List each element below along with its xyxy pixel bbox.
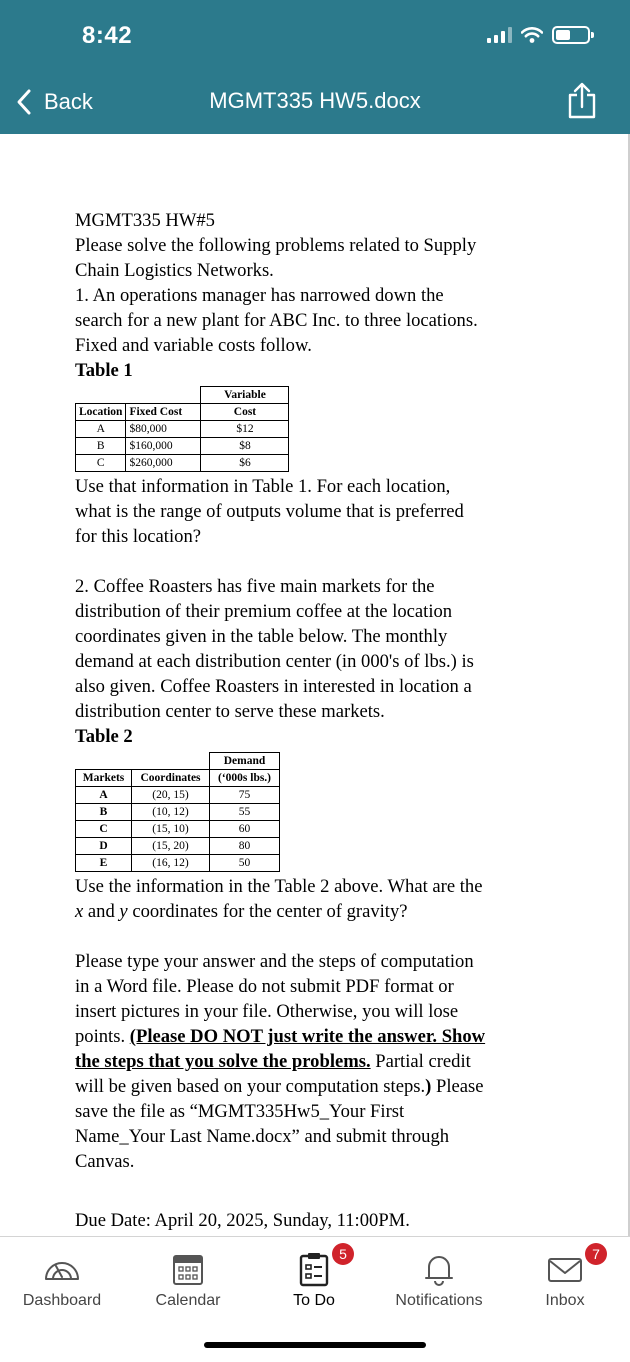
calendar-icon xyxy=(172,1252,204,1286)
instructions-line: insert pictures in your file. Otherwise, you will lose xyxy=(75,1001,459,1022)
tab-todo[interactable] xyxy=(254,1247,374,1310)
table-row xyxy=(76,438,289,455)
q2-followup-line xyxy=(75,899,570,924)
table-2 xyxy=(75,752,280,872)
todo-badge: 5 xyxy=(332,1243,354,1265)
doc-intro-line: Chain Logistics Networks. xyxy=(75,260,274,281)
emphasis-text: (Please DO NOT just write the answer. Show xyxy=(129,1026,486,1047)
table1-cell: B xyxy=(76,438,126,455)
todo-icon xyxy=(299,1251,329,1287)
emphasis-text: the steps that you solve the problems. xyxy=(75,1051,371,1072)
table1-cell: $260,000 xyxy=(126,455,201,472)
y-variable: y xyxy=(119,901,128,922)
text-span: coordinates for the center of gravity? xyxy=(127,901,408,922)
text-span: and xyxy=(83,901,120,922)
text-span: will be given based on your computation steps. xyxy=(75,1076,426,1097)
table-row xyxy=(76,787,280,804)
inbox-badge: 7 xyxy=(585,1243,607,1265)
q2-line: demand at each distribution center (in 000's of lbs.) is xyxy=(75,651,474,672)
table2-cell: B xyxy=(76,804,132,821)
table1-header-cost: Cost xyxy=(201,404,289,421)
table2-cell: E xyxy=(76,855,132,872)
table1-cell: $80,000 xyxy=(126,421,201,438)
instructions-line: in a Word file. Please do not submit PDF format or xyxy=(75,976,454,997)
document-viewer[interactable] xyxy=(0,134,630,1236)
q2-line: 2. Coffee Roasters has five main markets for the xyxy=(75,576,435,597)
table2-cell: C xyxy=(76,821,132,838)
tab-dashboard[interactable] xyxy=(2,1247,122,1310)
q2-line: coordinates given in the table below. The monthly xyxy=(75,626,448,647)
q1-followup-line: for this location? xyxy=(75,526,201,547)
tab-label: To Do xyxy=(293,1292,335,1309)
q2-line: distribution center to serve these markets. xyxy=(75,701,385,722)
q2-line: also given. Coffee Roasters in interested in location a xyxy=(75,676,472,697)
table2-cell: 60 xyxy=(210,821,280,838)
dashboard-icon xyxy=(42,1253,82,1285)
due-date: Due Date: April 20, 2025, Sunday, 11:00PM. xyxy=(75,1210,410,1231)
share-icon xyxy=(566,82,598,120)
table1-cell: A xyxy=(76,421,126,438)
instructions-line: save the file as “MGMT335Hw5_Your First xyxy=(75,1101,405,1122)
table2-cell: A xyxy=(76,787,132,804)
table2-caption: Table 2 xyxy=(75,726,133,747)
instructions-line xyxy=(75,1024,570,1049)
instructions-line xyxy=(75,1049,570,1074)
table1-header-location: Location xyxy=(76,404,126,421)
table2-cell: D xyxy=(76,838,132,855)
doc-heading: MGMT335 HW#5 xyxy=(75,210,215,231)
table1-cell: $6 xyxy=(201,455,289,472)
table2-cell: (10, 12) xyxy=(132,804,210,821)
tab-label: Dashboard xyxy=(22,1292,102,1309)
q1-followup-line: Use that information in Table 1. For each location, xyxy=(75,476,451,497)
x-variable: x xyxy=(75,901,84,922)
table1-cell: $12 xyxy=(201,421,289,438)
q2-followup-line: Use the information in the Table 2 above. What are the xyxy=(75,876,483,897)
table-row xyxy=(76,855,280,872)
table-row xyxy=(76,838,280,855)
text-span: Partial credit xyxy=(370,1051,471,1072)
table2-header-units: (‘000s lbs.) xyxy=(210,770,280,787)
q1-line: 1. An operations manager has narrowed down the xyxy=(75,285,444,306)
tab-calendar[interactable] xyxy=(128,1247,248,1310)
instructions-line: Canvas. xyxy=(75,1151,135,1172)
table1-header-variable: Variable xyxy=(201,387,289,404)
table2-cell: (16, 12) xyxy=(132,855,210,872)
inbox-icon xyxy=(547,1255,583,1283)
top-bar xyxy=(0,0,630,134)
back-label: Back xyxy=(44,89,93,114)
table1-cell: $8 xyxy=(201,438,289,455)
table2-cell: 55 xyxy=(210,804,280,821)
q1-line: search for a new plant for ABC Inc. to three locations. xyxy=(75,310,478,331)
document-title: MGMT335 HW5.docx xyxy=(209,88,421,113)
text-span: ) xyxy=(425,1076,432,1097)
table2-cell: (20, 15) xyxy=(132,787,210,804)
status-time: 8:42 xyxy=(82,22,133,49)
q1-followup-line: what is the range of outputs volume that is preferred xyxy=(75,501,464,522)
tab-label: Calendar xyxy=(155,1292,221,1309)
table2-cell: (15, 10) xyxy=(132,821,210,838)
text-span: points. xyxy=(75,1026,130,1047)
table1-cell: C xyxy=(76,455,126,472)
table-row xyxy=(76,421,289,438)
q1-line: Fixed and variable costs follow. xyxy=(75,335,312,356)
table2-header-coordinates: Coordinates xyxy=(132,770,210,787)
text-span: Please xyxy=(431,1076,484,1097)
cellular-signal-icon xyxy=(487,27,512,43)
table-row xyxy=(76,821,280,838)
table2-header-markets: Markets xyxy=(76,770,132,787)
q2-line: distribution of their premium coffee at the location xyxy=(75,601,453,622)
table2-cell: 80 xyxy=(210,838,280,855)
instructions-line xyxy=(75,1074,570,1099)
table2-cell: (15, 20) xyxy=(132,838,210,855)
wifi-icon xyxy=(521,27,543,43)
tab-notifications[interactable] xyxy=(379,1247,499,1310)
table-row xyxy=(76,455,289,472)
tab-label: Inbox xyxy=(545,1292,585,1309)
status-icons xyxy=(487,26,590,44)
table2-cell: 75 xyxy=(210,787,280,804)
table1-caption: Table 1 xyxy=(75,360,133,381)
table2-header-demand: Demand xyxy=(210,753,280,770)
share-button[interactable] xyxy=(566,82,598,120)
table1-header-fixed-cost: Fixed Cost xyxy=(126,404,201,421)
battery-icon xyxy=(552,26,590,44)
table1-cell: $160,000 xyxy=(126,438,201,455)
table-1 xyxy=(75,386,289,472)
tab-label: Notifications xyxy=(395,1292,483,1309)
bell-icon xyxy=(423,1252,455,1286)
doc-intro-line: Please solve the following problems related to Supply xyxy=(75,235,477,256)
document-body xyxy=(75,208,570,1174)
table2-cell: 50 xyxy=(210,855,280,872)
instructions-line: Please type your answer and the steps of computation xyxy=(75,951,474,972)
instructions-line: Name_Your Last Name.docx” and submit through xyxy=(75,1126,450,1147)
home-indicator xyxy=(204,1342,426,1348)
table-row xyxy=(76,804,280,821)
tab-inbox[interactable] xyxy=(505,1247,625,1310)
